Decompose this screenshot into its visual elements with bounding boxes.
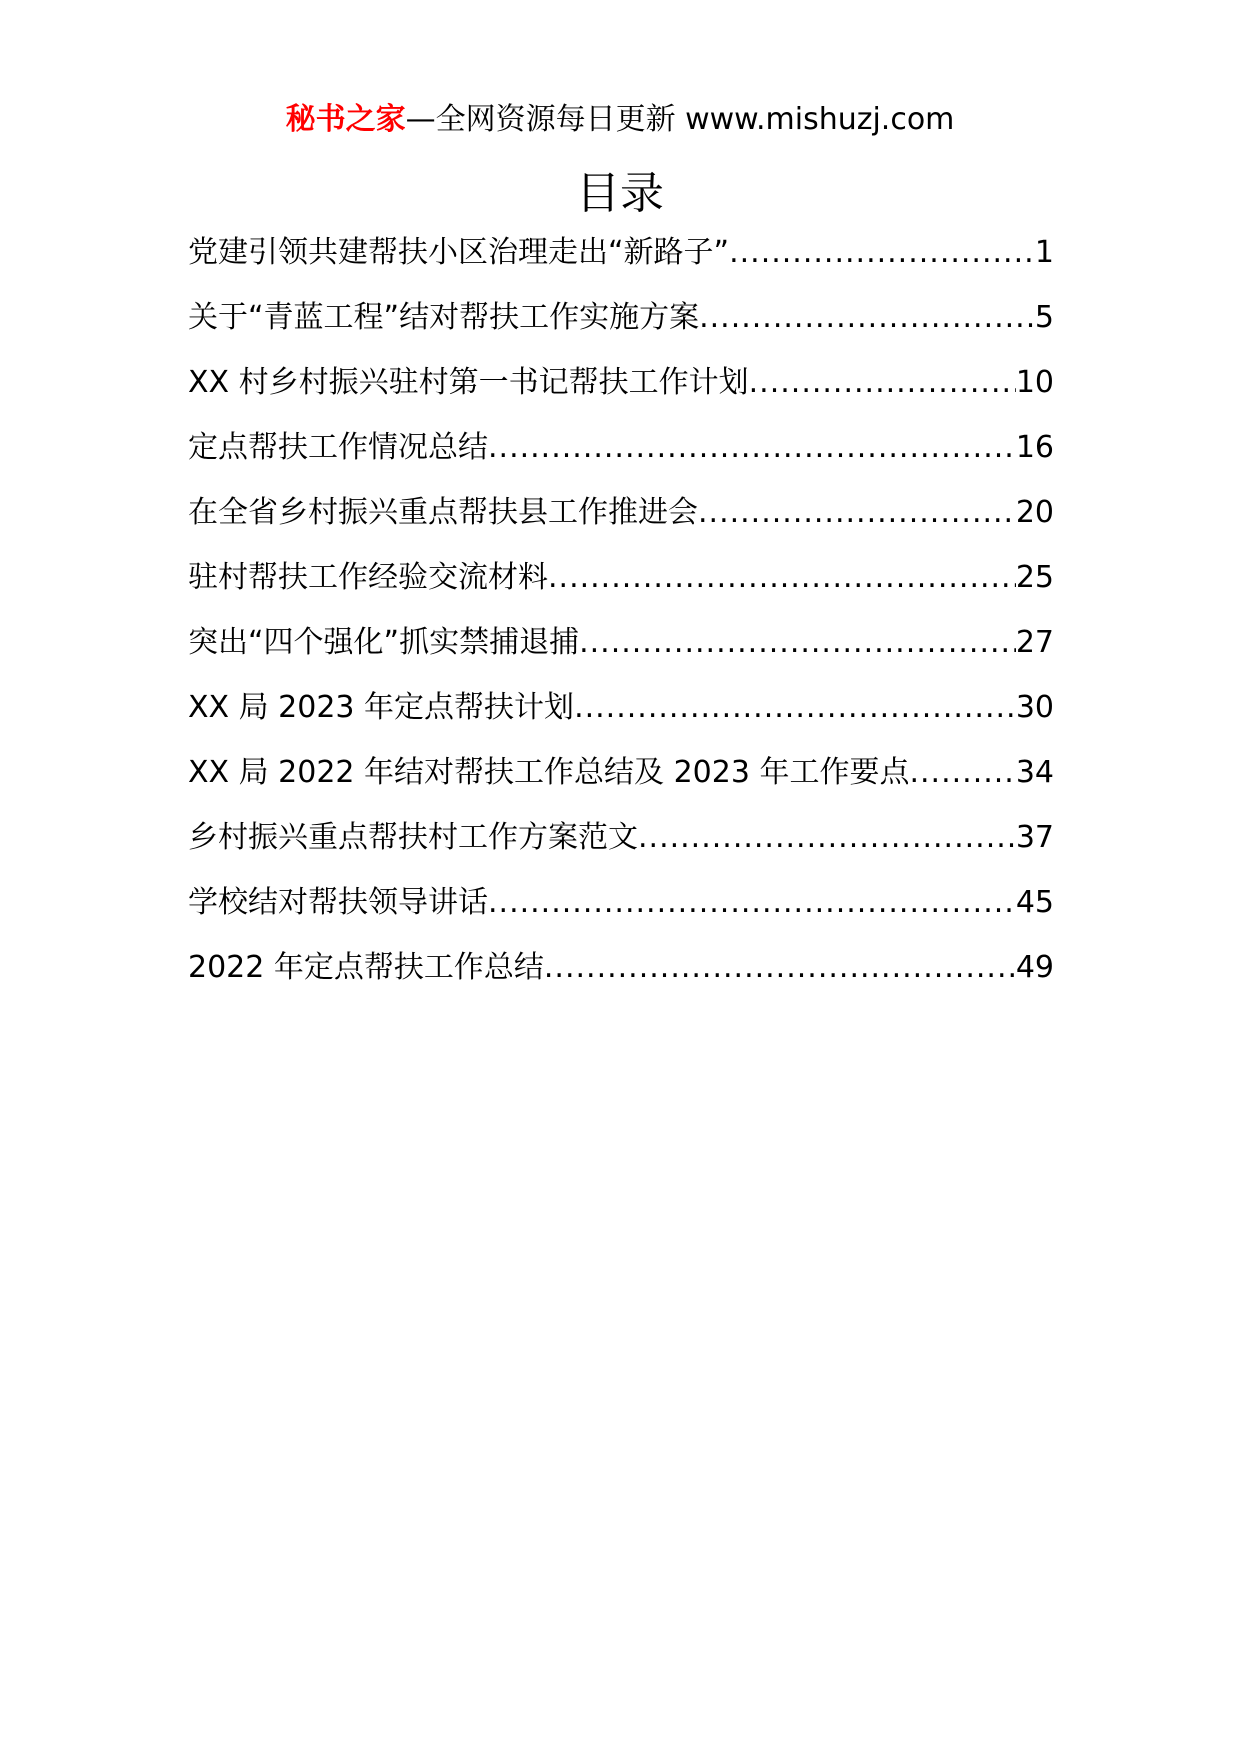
toc-entry-title: 乡村振兴重点帮扶村工作方案范文 <box>188 820 638 855</box>
toc-page-number: 45 <box>1015 885 1054 920</box>
toc-page-number: 37 <box>1015 820 1054 855</box>
toc-entry[interactable] <box>188 817 1054 882</box>
toc-entry-title: 学校结对帮扶领导讲话 <box>188 885 488 920</box>
toc-leader-dots <box>488 427 1016 469</box>
toc-title: 目录 <box>576 168 664 219</box>
toc-page-number: 1 <box>1034 235 1054 270</box>
page-header <box>0 100 1240 140</box>
toc-leader-dots <box>574 687 1016 729</box>
toc-entry[interactable] <box>188 882 1054 947</box>
toc-page-number: 10 <box>1015 365 1054 400</box>
toc-leader-dots <box>699 297 1035 339</box>
toc-entry[interactable] <box>188 557 1054 622</box>
header-tagline: —全网资源每日更新 www.mishuzj.com <box>405 102 955 137</box>
brand-name: 秘书之家 <box>285 102 406 137</box>
toc-leader-dots <box>579 622 1016 664</box>
toc-leader-dots <box>749 362 1016 404</box>
toc-entry-title: XX 村乡村振兴驻村第一书记帮扶工作计划 <box>188 365 749 400</box>
toc-page-number: 34 <box>1015 755 1054 790</box>
toc-entry[interactable] <box>188 427 1054 492</box>
toc-entry-title: XX 局 2023 年定点帮扶计划 <box>188 690 575 725</box>
toc-leader-dots <box>698 492 1016 534</box>
toc-entry-title: 在全省乡村振兴重点帮扶县工作推进会 <box>188 495 698 530</box>
toc-entry-title: XX 局 2022 年结对帮扶工作总结及 2023 年工作要点 <box>188 755 910 790</box>
toc-entry-title: 突出“四个强化”抓实禁捕退捕 <box>188 625 580 660</box>
toc-entry-title: 定点帮扶工作情况总结 <box>188 430 488 465</box>
toc-page-number: 25 <box>1015 560 1054 595</box>
toc-entry[interactable] <box>188 297 1054 362</box>
toc-entry[interactable] <box>188 947 1054 1012</box>
toc-entry[interactable] <box>188 752 1054 817</box>
toc-page-number: 5 <box>1034 300 1054 335</box>
toc-leader-dots <box>548 557 1016 599</box>
toc-page-number: 20 <box>1015 495 1054 530</box>
toc-page-number: 27 <box>1015 625 1054 660</box>
toc-page-number: 16 <box>1015 430 1054 465</box>
toc-page-number: 30 <box>1015 690 1054 725</box>
table-of-contents <box>188 232 1054 1012</box>
toc-leader-dots <box>544 947 1016 989</box>
toc-entry[interactable] <box>188 687 1054 752</box>
toc-entry-title: 驻村帮扶工作经验交流材料 <box>188 560 548 595</box>
toc-entry[interactable] <box>188 622 1054 687</box>
toc-leader-dots <box>638 817 1016 859</box>
toc-page-number: 49 <box>1015 950 1054 985</box>
toc-entry-title: 党建引领共建帮扶小区治理走出“新路子” <box>188 235 730 270</box>
toc-entry[interactable] <box>188 492 1054 557</box>
toc-entry[interactable] <box>188 232 1054 297</box>
toc-entry[interactable] <box>188 362 1054 427</box>
toc-leader-dots <box>909 752 1015 794</box>
toc-leader-dots <box>488 882 1016 924</box>
toc-entry-title: 2022 年定点帮扶工作总结 <box>188 950 544 985</box>
toc-entry-title: 关于“青蓝工程”结对帮扶工作实施方案 <box>188 300 700 335</box>
toc-leader-dots <box>729 232 1035 274</box>
